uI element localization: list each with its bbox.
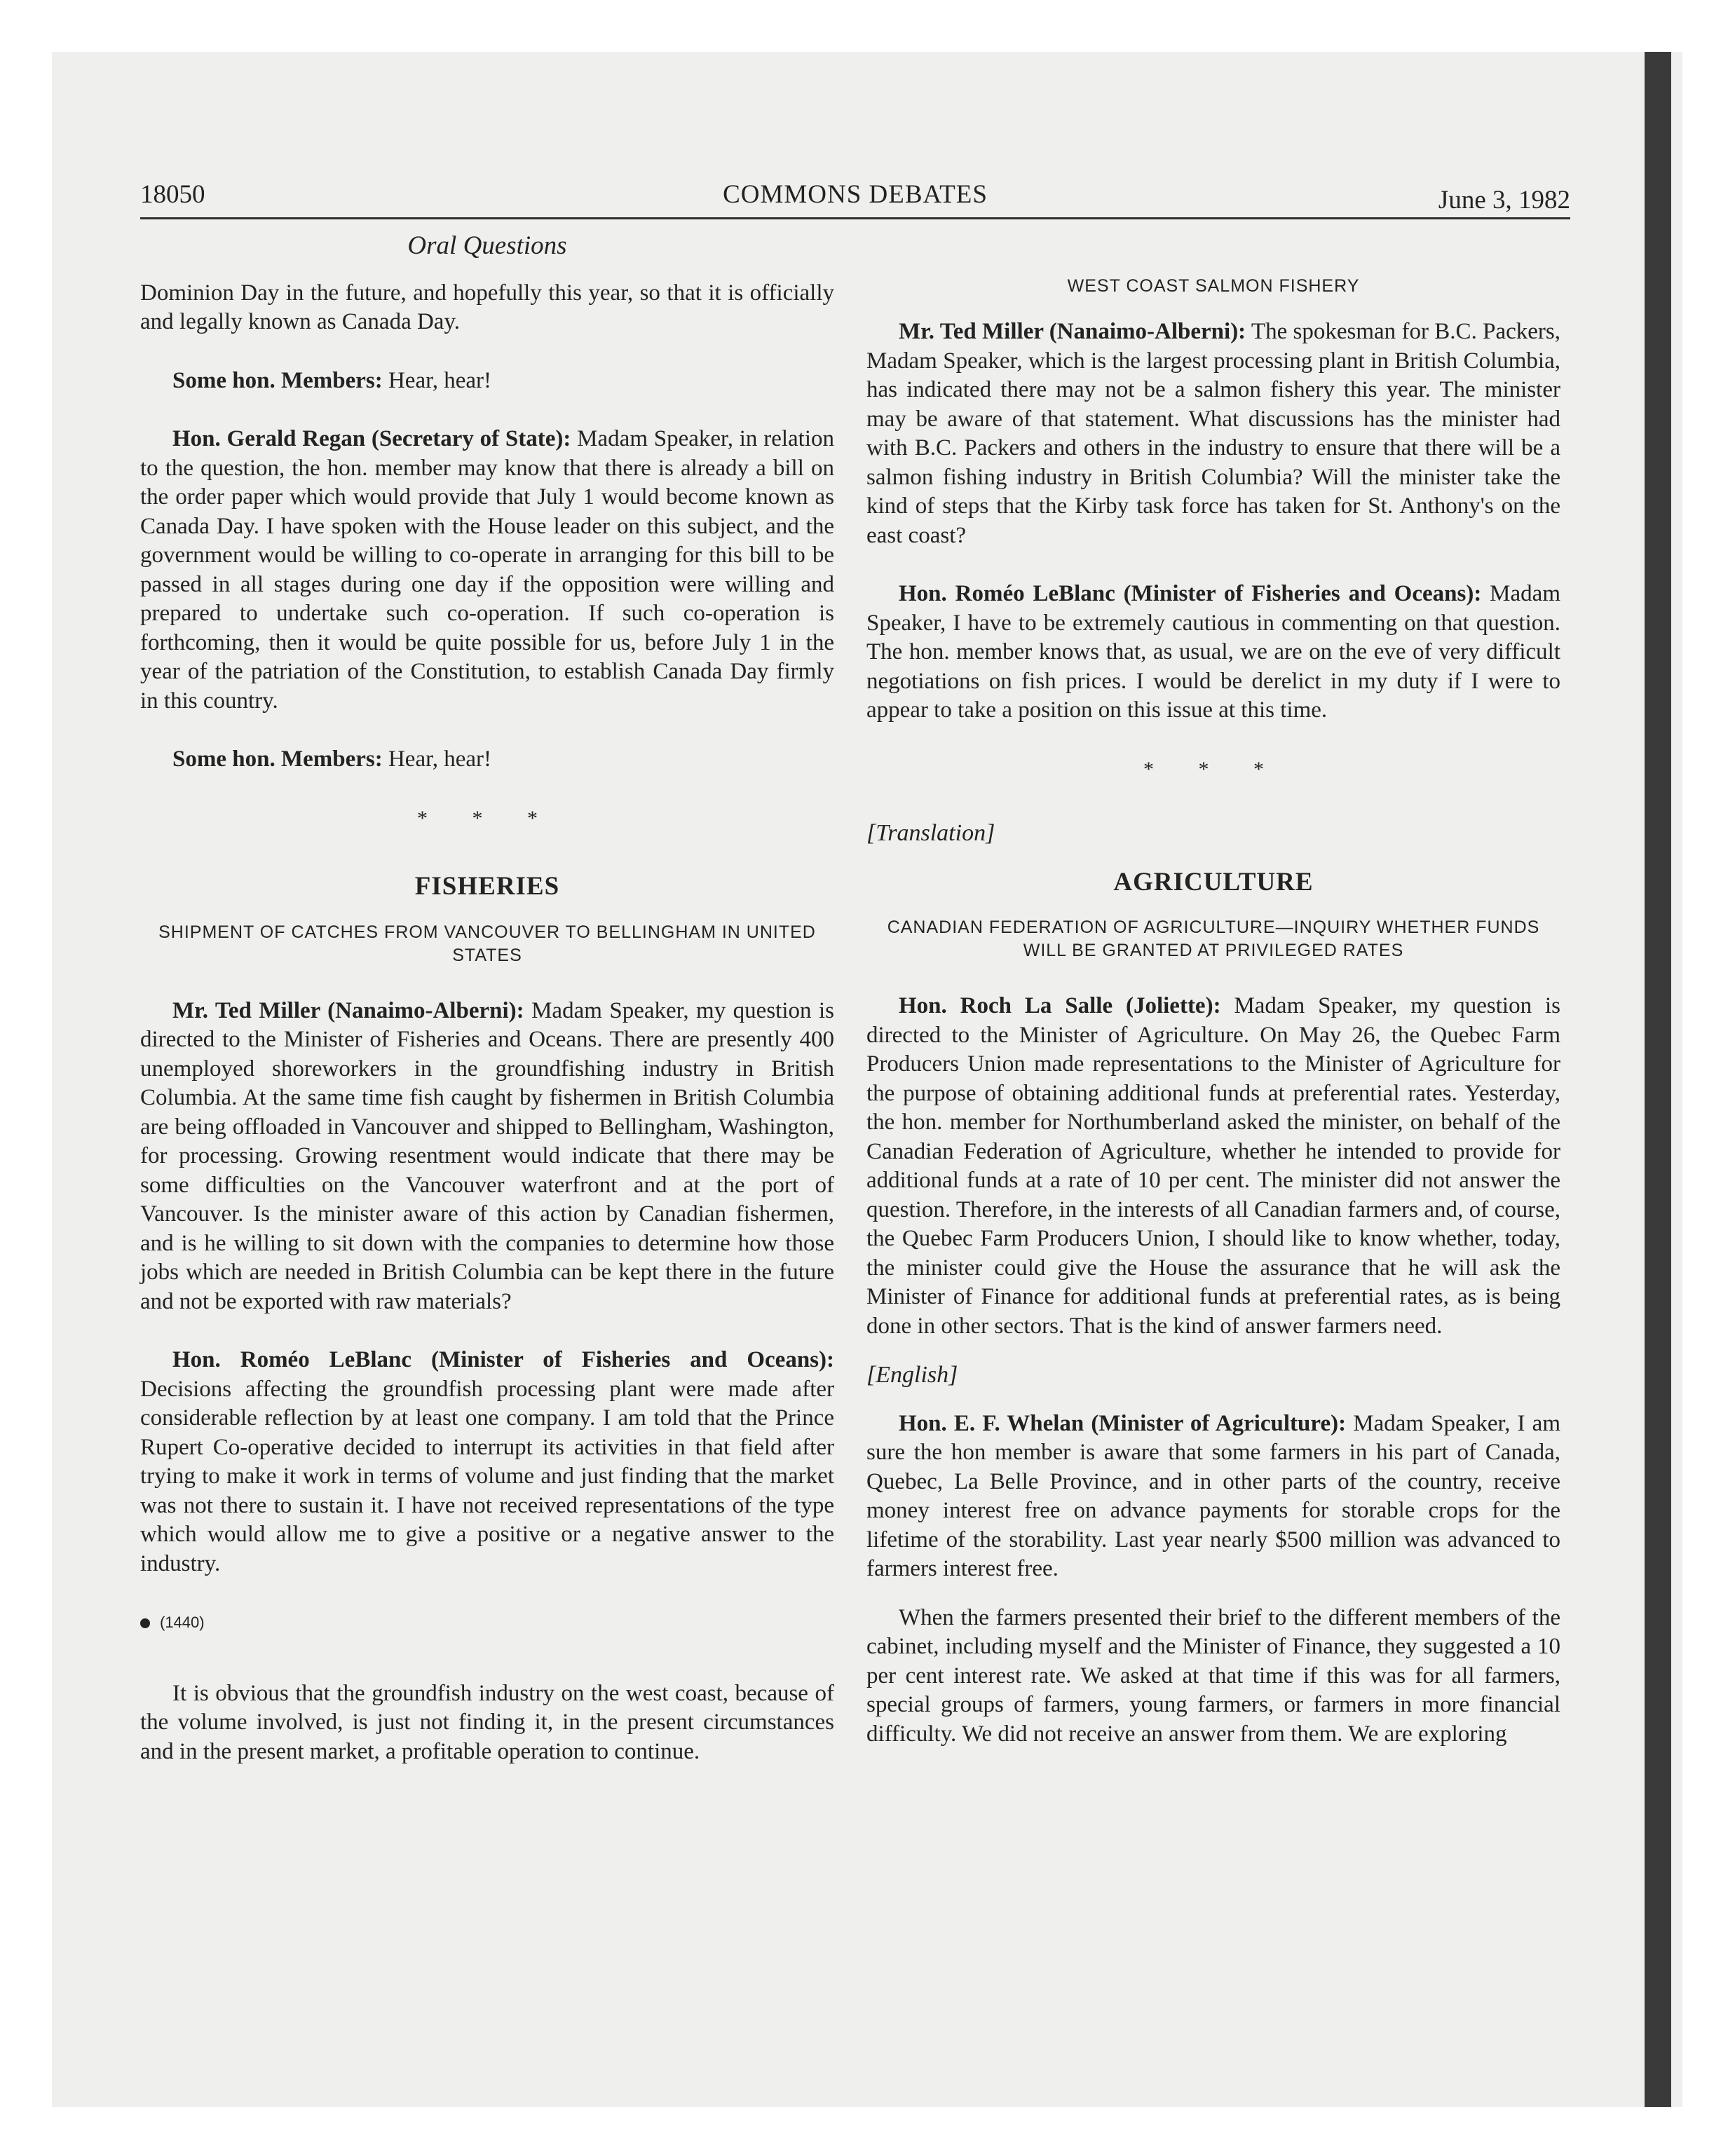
- scan-edge-shadow: [1645, 52, 1671, 2107]
- speech-text: Madam Speaker, in relation to the question, the hon. member may know that there is already a bill on the order paper which would provide that July 1 would become known as Canada Day. I have spoken with the House leader on this subject, and the government would be willing to co-operate in arranging for this bill to be passed in all stages during one day if the opposition were willing and prepared to undertake such co-operation. If such co-operation is forthcoming, then it would be quite possible for us, before July 1 in the year of the patriation of the Constitution, to establish Canada Day firmly in this country.: [140, 426, 834, 714]
- speech-text: Hear, hear!: [382, 746, 492, 772]
- speech-text: Madam Speaker, I am sure the hon member is aware that some farmers in his part of Canada, Quebec, La Belle Province, and in other parts of the country, receive money interest free on advance payments for storable crops for the lifetime of the storability. Last year nearly $500 million was advanced to farmers interest free.: [866, 1410, 1560, 1581]
- right-column: [866, 231, 1560, 1749]
- issue-date: June 3, 1982: [1438, 186, 1570, 214]
- speech-text: Madam Speaker, my question is directed to the Minister of Agriculture. On May 26, the Quebec Farm Producers Union made representations to the Minister of Agriculture for the purpose of obtaining additional funds at preferential rates. Yesterday, the hon. member for Northumberland asked the minister, on behalf of the Canadian Federation of Agriculture, whether he intended to provide for additional funds at a rate of 10 per cent. The minister did not answer the question. Therefore, in the interests of all Canadian farmers and, of course, the Quebec Farm Producers Union, I should like to know whether, today, the minister could give the House the assurance that he will ask the Minister of Finance for additional funds at preferential rates, as is being done in other sectors. That is the kind of answer farmers need.: [866, 993, 1560, 1339]
- page-number: 18050: [140, 180, 205, 209]
- paragraph: [866, 1410, 1560, 1584]
- speaker-name: Mr. Ted Miller (Nanaimo-Alberni):: [172, 997, 524, 1023]
- speaker-name: Hon. Roméo LeBlanc (Minister of Fisheries and Oceans):: [172, 1347, 834, 1372]
- speech-text: Decisions affecting the groundfish processing plant were made after considerable reflection by at least one company. I am told that the Prince Rupert Co-operative decided to interrupt its activities in that field after trying to make it work in terms of volume and just finding that the market was not there to sustain it. I have not received representations of the type which would allow me to give a positive or a negative answer to the industry.: [140, 1376, 834, 1576]
- paragraph: It is obvious that the groundfish industry on the west coast, because of the volume involved, is just not finding it, in the present circumstances and in the present market, a profitable operation to continue.: [140, 1680, 834, 1764]
- speech-text: The spokesman for B.C. Packers, Madam Speaker, which is the largest processing plant in British Columbia, has indicated there may not be a salmon fishery this year. The minister may be aware of that statement. What discussions has the minister had with B.C. Packers and others in the industry to ensure that there will be a salmon fishing industry in British Columbia? Will the minister take the kind of steps that the Kirby task force has taken for St. Anthony's on the east coast?: [866, 319, 1561, 548]
- speaker-name: Some hon. Members:: [172, 746, 383, 772]
- language-note: [Translation]: [866, 820, 995, 846]
- publication-title: COMMONS DEBATES: [723, 180, 988, 209]
- subsection-heading: WEST COAST SALMON FISHERY: [1067, 276, 1360, 296]
- paragraph: [140, 997, 834, 1317]
- paragraph: [140, 425, 834, 716]
- speech-text: Madam Speaker, my question is directed to the Minister of Fisheries and Oceans. There are presently 400 unemployed shoreworkers in the groundfishing industry in British Columbia. At the same time fish caught by fishermen in British Columbia are being offloaded in Vancouver and shipped to Bellingham, Washington, for processing. Growing resentment would indicate that there may be some difficulties on the Vancouver waterfront and at the port of Vancouver. Is the minister aware of this action by Canadian fishermen, and is he willing to sit down with the companies to determine how those jobs which are needed in British Columbia can be kept there in the future and not be exported with raw materials?: [140, 997, 834, 1314]
- speaker-name: Some hon. Members:: [172, 367, 383, 393]
- language-note: [English]: [866, 1362, 958, 1388]
- speaker-name: Hon. Roch La Salle (Joliette):: [899, 993, 1221, 1018]
- section-divider: * * *: [1143, 757, 1284, 781]
- section-divider: * * *: [417, 806, 557, 830]
- bullet-icon: [140, 1618, 150, 1628]
- speech-text: Madam Speaker, I have to be extremely cautious in commenting on that question. The hon. member knows that, as usual, we are on the eve of very difficult negotiations on fish prices. I would be derelict in my duty if I were to appear to take a position on this issue at this time.: [866, 581, 1560, 723]
- speaker-name: Hon. Gerald Regan (Secretary of State):: [172, 426, 571, 451]
- paragraph: [866, 580, 1560, 725]
- paragraph: [866, 318, 1560, 550]
- speech-text: Hear, hear!: [382, 367, 492, 393]
- time-marker: [140, 1608, 834, 1637]
- paragraph: [140, 1346, 834, 1578]
- paragraph: When the farmers presented their brief to the different members of the cabinet, including myself and the Minister of Finance, they suggested a 10 per cent interest rate. We asked at that time if this was for all farmers, special groups of farmers, young farmers, or farmers in more financial difficulty. We did not receive an answer from them. We are exploring: [866, 1604, 1560, 1747]
- paragraph: [140, 367, 834, 396]
- subsection-heading: SHIPMENT OF CATCHES FROM VANCOUVER TO BELLINGHAM IN UNITED STATES: [158, 922, 816, 965]
- page-header: [140, 175, 1570, 219]
- paragraph: Dominion Day in the future, and hopefully this year, so that it is officially and legally known as Canada Day.: [140, 280, 834, 334]
- paragraph: [866, 992, 1560, 1341]
- section-heading: AGRICULTURE: [1113, 867, 1314, 896]
- section-heading: FISHERIES: [414, 872, 560, 901]
- speaker-name: Mr. Ted Miller (Nanaimo-Alberni):: [899, 319, 1246, 344]
- paragraph: [140, 745, 834, 775]
- running-head: Oral Questions: [407, 231, 567, 260]
- time-label: (1440): [160, 1613, 205, 1631]
- speaker-name: Hon. Roméo LeBlanc (Minister of Fisheries and Oceans):: [899, 581, 1482, 606]
- subsection-heading: CANADIAN FEDERATION OF AGRICULTURE—INQUIRY WHETHER FUNDS WILL BE GRANTED AT PRIVILEGED RATES: [887, 917, 1540, 960]
- left-column: [140, 231, 834, 1766]
- speaker-name: Hon. E. F. Whelan (Minister of Agriculture):: [899, 1410, 1347, 1436]
